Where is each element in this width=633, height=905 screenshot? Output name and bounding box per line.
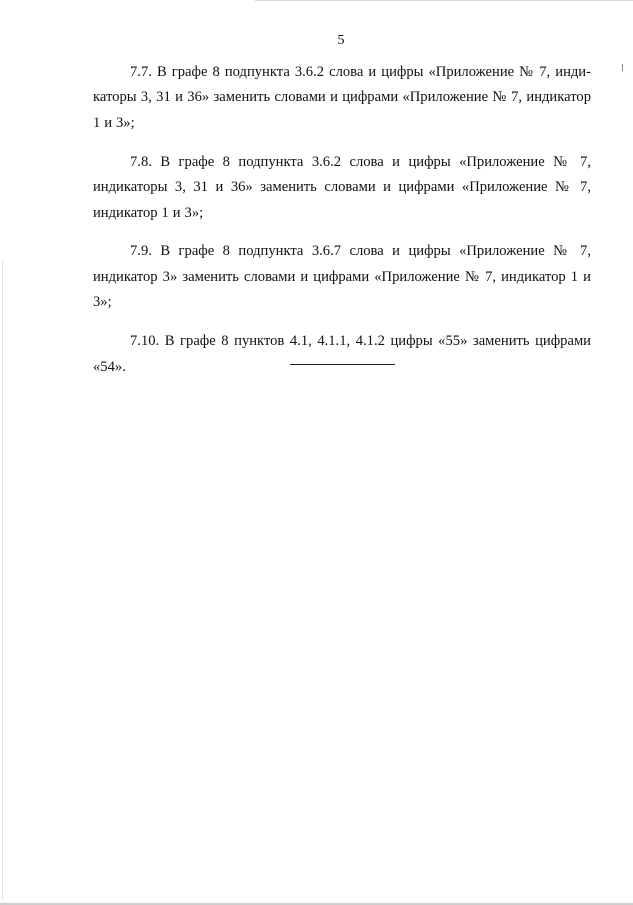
closing-rule: [290, 364, 395, 365]
scan-edge-left: [2, 260, 3, 900]
paragraph-7-10: 7.10. В графе 8 пунктов 4.1, 4.1.1, 4.1.2 цифры «55» заменить цифрами «54».: [93, 333, 591, 375]
paragraph-7-7: 7.7. В графе 8 подпункта 3.6.2 слова и цифры «Приложение № 7, индикаторы 3, 31 и 36» заменить словами и цифрами «Приложение № 7, индикатор 1 и 3»;: [93, 64, 591, 131]
scan-edge-top: [255, 0, 633, 3]
document-body: [93, 60, 591, 393]
paragraph-7-8: 7.8. В графе 8 подпункта 3.6.2 слова и цифры «Приложение № 7, индикаторы 3, 31 и 36» заменить словами и цифрами «Приложение № 7, индикатор 1 и 3»;: [93, 153, 591, 221]
paragraph-7-9: 7.9. В графе 8 подпункта 3.6.7 слова и цифры «Приложение № 7, индикатор 3» заменить словами и цифрами «Приложение № 7, индикатор 1 и 3»;: [93, 243, 591, 311]
scan-mark: [622, 64, 623, 71]
page-number: 5: [337, 33, 345, 48]
